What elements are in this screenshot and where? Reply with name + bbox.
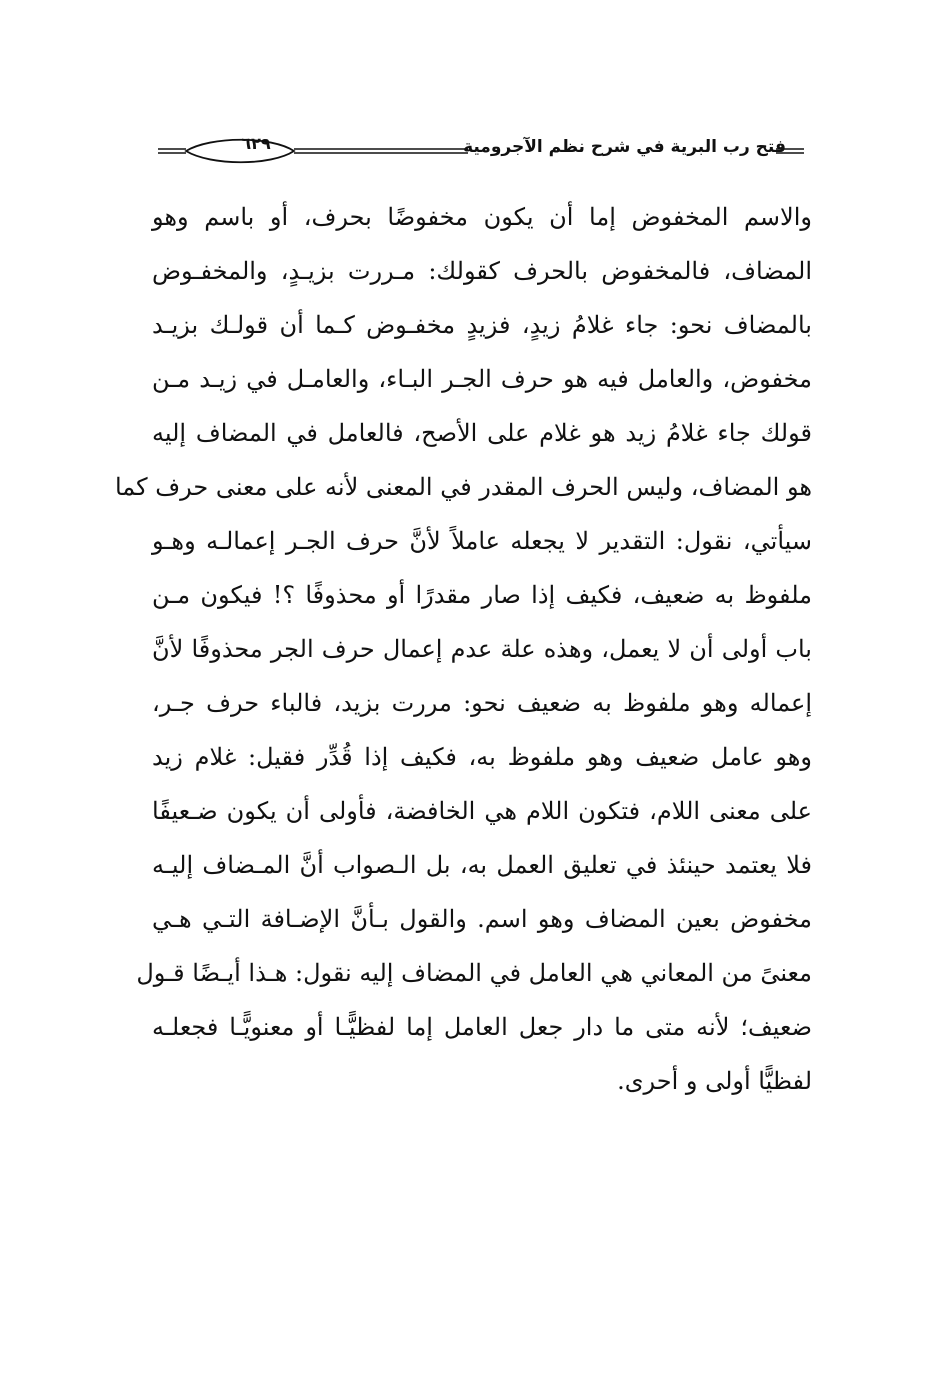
text-line: معنىً من المعاني هي العامل في المضاف إليه نقول: هـذا أيـضًا قـول bbox=[136, 959, 812, 987]
text-line: المضاف، فالمخفوض بالحرف كقولك: مـررت بزيـدٍ، والمخفـوض bbox=[152, 257, 812, 285]
page-header bbox=[156, 128, 806, 168]
text-line: سيأتي، نقول: التقدير لا يجعله عاملاً لأنَّ حرف الجـر إعمالـه وهـو bbox=[152, 527, 812, 555]
text-line: إعماله وهو ملفوظ به ضعيف نحو: مررت بزيد، فالباء حرف جـر، bbox=[152, 689, 812, 717]
body-text bbox=[114, 190, 813, 1108]
text-line: على معنى اللام، فتكون اللام هي الخافضة، فأولى أن يكون ضـعيفًا bbox=[152, 797, 812, 825]
text-line: قولك جاء غلامُ زيد هو غلام على الأصح، فالعامل في المضاف إليه bbox=[152, 419, 812, 447]
text-line: مخفوض بعين المضاف وهو اسم. والقول بـأنَّ الإضـافة التـي هـي bbox=[152, 905, 812, 933]
book-title: فتح رب البرية في شرح نظم الآجرومية bbox=[463, 137, 786, 157]
text-line: بالمضاف نحو: جاء غلامُ زيدٍ، فزيدٍ مخفـوض كـما أن قولـك بزيـد bbox=[152, 311, 812, 339]
text-line: فلا يعتمد حينئذ في تعليق العمل به، بل الـصواب أنَّ المـضاف إليـه bbox=[152, 851, 812, 879]
text-line: ضعيف؛ لأنه متى ما دار جعل العامل إما لفظيًّـا أو معنويًّـا فجعلـه bbox=[152, 1013, 812, 1041]
text-line: وهو عامل ضعيف وهو ملفوظ به، فكيف إذا قُدِّر فقيل: غلام زيد bbox=[152, 743, 812, 771]
text-line: والاسم المخفوض إما أن يكون مخفوضًا بحرف، أو باسم وهو bbox=[152, 203, 812, 231]
text-line: هو المضاف، وليس الحرف المقدر في المعنى لأنه على معنى حرف كما bbox=[114, 473, 812, 501]
text-line: باب أولى أن لا يعمل، وهذه علة عدم إعمال حرف الجر محذوفًا لأنَّ bbox=[152, 635, 812, 663]
page-number: ٦٢٩ bbox=[241, 134, 271, 153]
text-line-last: لفظيًّا أولى و أحرى. bbox=[617, 1067, 812, 1095]
text-line: مخفوض، والعامل فيه هو حرف الجـر البـاء، والعامـل في زيـد مـن bbox=[152, 365, 813, 393]
text-line: ملفوظ به ضعيف، فكيف إذا صار مقدرًا أو محذوفًا ؟! فيكون مـن bbox=[152, 581, 812, 609]
